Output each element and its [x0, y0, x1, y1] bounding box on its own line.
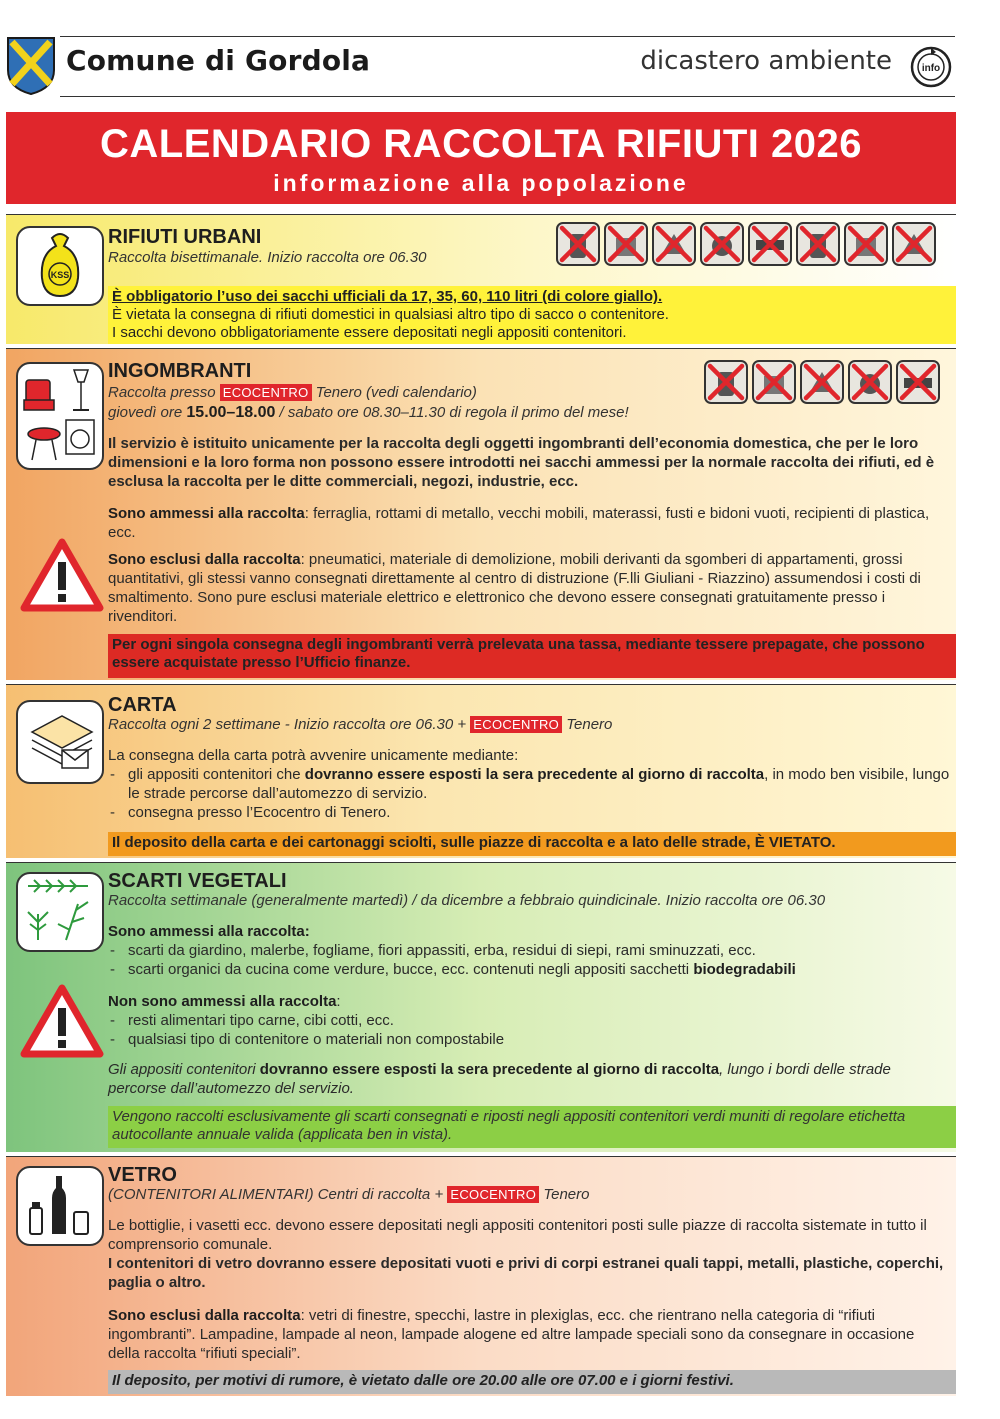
ingombranti-intro: Il servizio è istituito unicamente per la raccolta degli oggetti ingombranti dell’economia domestica, che per le loro dimensioni e la loro forma non possono essere introdotti nei sacchi ammessi per la normale raccolta dei rifiuti, ed è esclusa la raccolta per le ditte commerciali, negozi, industrie, ecc. — [108, 435, 935, 490]
neon-banned-icon — [704, 360, 748, 404]
carta-subtitle — [108, 716, 612, 733]
carta-intro: La consegna della carta potrà avvenire unicamente mediante: — [108, 747, 519, 764]
vetro-subtitle — [108, 1186, 589, 1203]
ecocentro-badge: ECOCENTRO — [447, 1186, 539, 1203]
vetro-intro — [108, 1216, 950, 1292]
urbani-title: RIFIUTI URBANI — [108, 226, 262, 248]
section-carta — [6, 684, 956, 858]
vetro-intro-text: Le bottiglie, i vasetti ecc. devono essere depositati negli appositi contenitori posti sulle piazze di raccolta sistemate in tutto il comprensorio comunale. — [108, 1217, 927, 1253]
section-rule — [6, 1156, 956, 1157]
ingombranti-subtitle — [108, 384, 477, 401]
bulky-banned-icon — [800, 360, 844, 404]
banner-title: CALENDARIO RACCOLTA RIFIUTI 2026 — [100, 122, 862, 166]
vegetali-note-pre: Gli appositi contenitori — [108, 1061, 256, 1078]
vetro-excluded — [108, 1306, 950, 1363]
title-banner — [6, 112, 956, 204]
urbani-rule-3: I sacchi devono obbligatoriamente essere depositati negli appositi contenitori. — [112, 324, 627, 341]
vetro-noise-bar: Il deposito, per motivi di rumore, è vietato dalle ore 20.00 alle ore 07.00 e i giorni festivi. — [108, 1370, 956, 1394]
urbani-rules-bar — [108, 286, 956, 344]
vegetali-note-bold: dovranno essere esposti la sera precedente al giorno di raccolta — [259, 1061, 720, 1078]
vegetali-title: SCARTI VEGETALI — [108, 870, 287, 892]
vetro-sub-post: Tenero — [543, 1186, 590, 1203]
urbani-subtitle: Raccolta bisettimanale. Inizio raccolta ore 06.30 — [108, 249, 427, 266]
info-badge-label: info — [921, 63, 941, 74]
warning-icon — [20, 538, 104, 612]
wood-banned-icon — [896, 360, 940, 404]
vegetali-excluded-label: Non sono ammessi alla raccolta — [108, 993, 337, 1010]
header-top-rule — [60, 36, 955, 37]
municipality-name: Comune di Gordola — [66, 44, 371, 77]
department-name: dicastero ambiente — [640, 46, 892, 76]
carta-list — [108, 765, 950, 822]
ingombranti-hours — [108, 404, 629, 422]
vegetali-admitted-item-2-pre: scarti organici da cucina come verdure, bucce, ecc. contenuti negli appositi sacchetti — [128, 961, 690, 978]
vegetali-label-bar: Vengono raccolti esclusivamente gli scarti consegnati e riposti negli appositi contenitori verdi muniti di regolare etichetta autocollante annuale valida (applicata ben in vista). — [108, 1106, 956, 1148]
bulky-banned-icon — [844, 222, 888, 266]
paper-banned-icon — [752, 360, 796, 404]
vegetali-admitted-item-2 — [108, 960, 950, 979]
section-ingombranti — [6, 348, 956, 680]
vegetali-note-post: , lungo i bordi delle strade percorse dall’automezzo del servizio. — [108, 1061, 891, 1097]
garbage-bag-icon — [16, 226, 104, 306]
ingombranti-admitted-label: Sono ammessi alla raccolta — [108, 505, 305, 522]
section-rule — [6, 348, 956, 349]
ingombranti-hours-main: 15.00–18.00 — [186, 404, 276, 421]
carta-item-1-pre: gli appositi contenitori che — [128, 766, 301, 783]
carta-item-1 — [108, 765, 950, 803]
info-badge-icon — [910, 46, 952, 88]
urbani-rule-1: È obbligatorio l’uso dei sacchi ufficiali da 17, 35, 60, 110 litri (di colore giallo). — [112, 288, 663, 305]
ingombranti-hours-post: / sabato ore 08.30–11.30 di regola il primo del mese! — [279, 404, 629, 421]
vetro-excluded-text: : vetri di finestre, specchi, lastre in plexiglas, ecc. che rientrano nella categoria di “rifiuti ingombranti”. Lampadine, lampade al neon, lampade alogene ed altre lampade speciali sono da consegnare in occasione della raccolta “rifiuti speciali”. — [108, 1307, 915, 1362]
vegetali-admitted-item-1: - scarti da giardino, malerbe, fogliame, fiori appassiti, erba, residui di siepi, rami sminuzzati, ecc. — [108, 941, 950, 960]
carta-item-1-post: , in modo ben visibile, lungo le strade percorse dall’automezzo di servizio. — [128, 766, 950, 802]
garbage-bag-label: KSS — [50, 270, 70, 280]
glass-bottles-icon — [16, 1166, 104, 1246]
ingombranti-banned-items — [704, 360, 940, 404]
section-rule — [6, 214, 956, 215]
paper-stack-icon — [16, 700, 104, 784]
ingombranti-fee-bar: Per ogni singola consegna degli ingombranti verrà prelevata una tassa, mediante tessere prepagate, che possono essere acquistate presso l’Ufficio finanze. — [108, 634, 956, 678]
carta-warning-bar: Il deposito della carta e dei cartonaggi sciolti, sulle piazze di raccolta e a lato delle strade, È VIETATO. — [108, 832, 956, 856]
banner-subtitle: informazione alla popolazione — [273, 170, 689, 196]
neon-banned-icon — [748, 222, 792, 266]
section-rifiuti-urbani — [6, 214, 956, 344]
ingombranti-hours-pre: giovedì ore — [108, 404, 183, 421]
pet-bottle-banned-icon — [556, 222, 600, 266]
vetro-intro-bold: I contenitori di vetro dovranno essere depositati vuoti e privi di corpi estranei quali tappi, metalli, plastiche, coperchi, paglia o altro. — [108, 1255, 944, 1291]
vetro-excluded-label: Sono esclusi dalla raccolta — [108, 1307, 301, 1324]
urbani-banned-items — [556, 222, 936, 266]
gordola-crest-icon — [6, 36, 56, 96]
section-rule — [6, 684, 956, 685]
section-scarti-vegetali — [6, 862, 956, 1152]
vegetali-admitted-label: Sono ammessi alla raccolta — [108, 923, 305, 940]
carta-sub-pre: Raccolta ogni 2 settimane - Inizio raccolta ore 06.30 + — [108, 716, 467, 733]
carta-details — [108, 746, 950, 822]
ingombranti-excluded-label: Sono esclusi dalla raccolta — [108, 551, 301, 568]
vegetali-excluded-item-1: - resti alimentari tipo carne, cibi cotti, ecc. — [108, 1011, 950, 1030]
carta-title: CARTA — [108, 694, 177, 716]
carta-item-1-bold: dovranno essere esposti la sera precedente al giorno di raccolta — [304, 766, 765, 783]
ingombranti-sub-post: Tenero (vedi calendario) — [315, 384, 477, 401]
section-vetro — [6, 1156, 956, 1396]
warning-icon — [20, 984, 104, 1058]
battery-banned-icon — [604, 222, 648, 266]
vegetali-excluded: Non sono ammessi alla raccolta: - resti alimentari tipo carne, cibi cotti, ecc. - qualsiasi tipo di contenitore o materiali non compostabile — [108, 992, 950, 1049]
page-header — [0, 30, 1000, 102]
vegetali-admitted-item-2-bold: biodegradabili — [693, 961, 796, 978]
carta-item-2: - consegna presso l’Ecocentro di Tenero. — [108, 803, 950, 822]
vegetali-excluded-list — [108, 1011, 950, 1049]
carta-sub-post: Tenero — [566, 716, 613, 733]
garden-waste-icon — [16, 872, 104, 952]
paper-banned-icon — [652, 222, 696, 266]
vegetali-excluded-item-2: - qualsiasi tipo di contenitore o materiali non compostabile — [108, 1030, 950, 1049]
glass-banned-icon — [700, 222, 744, 266]
ingombranti-admitted-text: : ferraglia, rottami di metallo, vecchi mobili, materassi, fusti e bidoni vuoti, recipienti di plastica, ecc. — [108, 505, 930, 541]
ingombranti-sub-pre: Raccolta presso — [108, 384, 216, 401]
vegetali-note — [108, 1060, 950, 1098]
section-rule — [6, 862, 956, 863]
vetro-sub-pre: (CONTENITORI ALIMENTARI) Centri di raccolta + — [108, 1186, 444, 1203]
vegetali-admitted: Sono ammessi alla raccolta: - scarti da giardino, malerbe, fogliame, fiori appassiti, erba, residui di siepi, rami sminuzzati, ecc. - scarti organici da cucina come verdure, bucce, ecc. contenuti negli appositi sacchetti biodegradabili — [108, 922, 950, 979]
oil-banned-icon — [796, 222, 840, 266]
hazardous-banned-icon — [848, 360, 892, 404]
ecocentro-badge: ECOCENTRO — [470, 716, 562, 733]
vetro-title: VETRO — [108, 1164, 177, 1186]
ecocentro-badge: ECOCENTRO — [220, 384, 312, 401]
vegetali-subtitle: Raccolta settimanale (generalmente martedì) / da dicembre a febbraio quindicinale. Inizio raccolta ore 06.30 — [108, 892, 826, 909]
bulky-furniture-icon — [16, 362, 104, 470]
header-bottom-rule — [60, 96, 955, 97]
ingombranti-admitted — [108, 504, 950, 542]
chemicals-banned-icon — [892, 222, 936, 266]
vegetali-admitted-list — [108, 941, 950, 979]
urbani-rule-2: È vietata la consegna di rifiuti domestici in qualsiasi altro tipo di sacco o contenitore. — [112, 306, 669, 323]
ingombranti-title: INGOMBRANTI — [108, 360, 252, 382]
ingombranti-excluded-text: : pneumatici, materiale di demolizione, mobili derivanti da sgomberi di appartamenti, grossi quantitativi, gli stessi vanno consegnati direttamente al centro di distruzione (F.lli Giuliani - Riazzino) assumendosi i costi di smaltimento. Sono pure esclusi materiale elettrico e elettronico che devono essere consegnati gratuitamente presso i rivenditori. — [108, 551, 921, 625]
ingombranti-excluded — [108, 550, 950, 626]
